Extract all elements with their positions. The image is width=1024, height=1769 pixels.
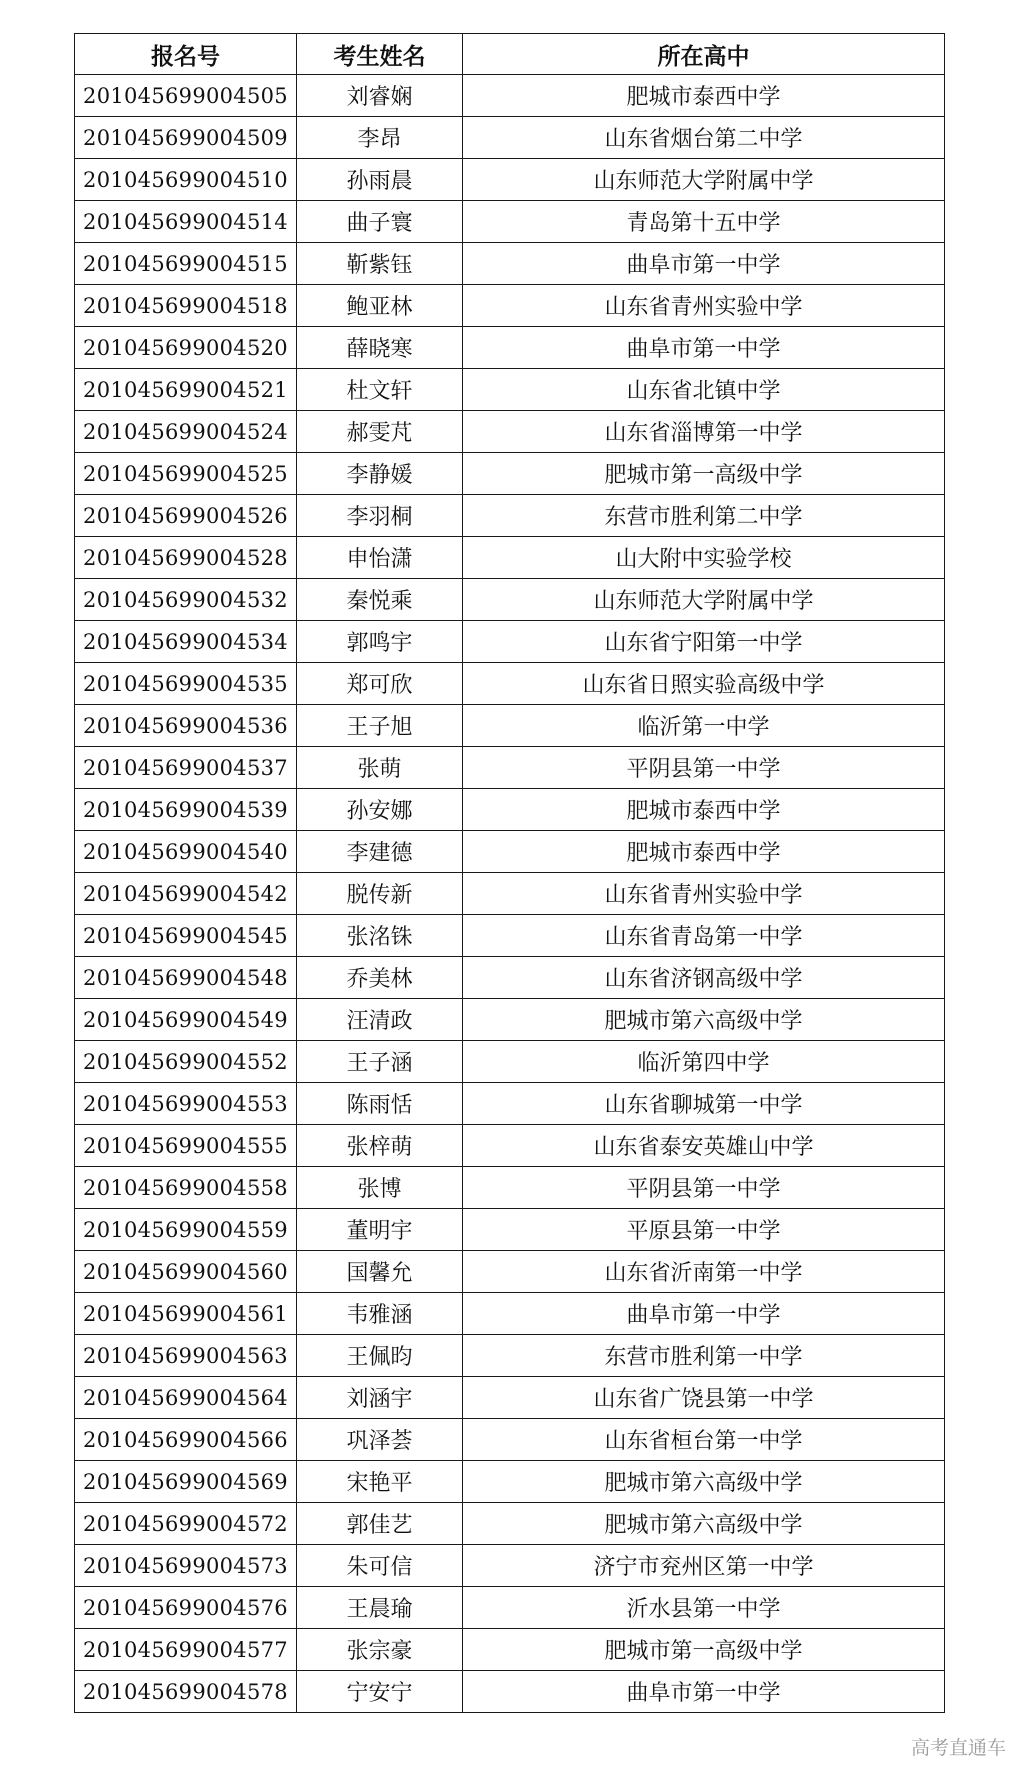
cell-high-school: 肥城市第六高级中学 xyxy=(463,1461,945,1503)
cell-registration-number: 201045699004573 xyxy=(75,1545,297,1587)
cell-candidate-name: 靳紫钰 xyxy=(297,243,463,285)
cell-candidate-name: 张宗豪 xyxy=(297,1629,463,1671)
table-row xyxy=(75,1629,945,1671)
cell-registration-number: 201045699004534 xyxy=(75,621,297,663)
header-row xyxy=(75,34,945,75)
cell-high-school: 山东省泰安英雄山中学 xyxy=(463,1125,945,1167)
cell-high-school: 山东省北镇中学 xyxy=(463,369,945,411)
cell-candidate-name: 王子旭 xyxy=(297,705,463,747)
table-row xyxy=(75,1545,945,1587)
table-header xyxy=(75,34,945,75)
cell-high-school: 曲阜市第一中学 xyxy=(463,243,945,285)
cell-candidate-name: 张洺铢 xyxy=(297,915,463,957)
cell-high-school: 青岛第十五中学 xyxy=(463,201,945,243)
cell-high-school: 肥城市第六高级中学 xyxy=(463,1503,945,1545)
cell-registration-number: 201045699004576 xyxy=(75,1587,297,1629)
cell-high-school: 山东省烟台第二中学 xyxy=(463,117,945,159)
cell-high-school: 山东省青岛第一中学 xyxy=(463,915,945,957)
cell-registration-number: 201045699004552 xyxy=(75,1041,297,1083)
header-candidate-name: 考生姓名 xyxy=(297,34,463,75)
cell-registration-number: 201045699004560 xyxy=(75,1251,297,1293)
cell-registration-number: 201045699004564 xyxy=(75,1377,297,1419)
cell-high-school: 平阴县第一中学 xyxy=(463,747,945,789)
cell-registration-number: 201045699004524 xyxy=(75,411,297,453)
cell-registration-number: 201045699004555 xyxy=(75,1125,297,1167)
table-row xyxy=(75,1209,945,1251)
cell-high-school: 肥城市泰西中学 xyxy=(463,789,945,831)
cell-candidate-name: 郝雯芃 xyxy=(297,411,463,453)
watermark-text: 高考直通车 xyxy=(910,1737,1006,1759)
cell-candidate-name: 曲子寰 xyxy=(297,201,463,243)
cell-high-school: 山东省沂南第一中学 xyxy=(463,1251,945,1293)
cell-registration-number: 201045699004521 xyxy=(75,369,297,411)
table-row xyxy=(75,1251,945,1293)
header-registration-number: 报名号 xyxy=(75,34,297,75)
cell-registration-number: 201045699004528 xyxy=(75,537,297,579)
cell-high-school: 曲阜市第一中学 xyxy=(463,1293,945,1335)
table-row xyxy=(75,915,945,957)
cell-candidate-name: 郑可欣 xyxy=(297,663,463,705)
cell-registration-number: 201045699004514 xyxy=(75,201,297,243)
cell-registration-number: 201045699004515 xyxy=(75,243,297,285)
table-row xyxy=(75,411,945,453)
cell-candidate-name: 李羽桐 xyxy=(297,495,463,537)
cell-high-school: 山东省青州实验中学 xyxy=(463,285,945,327)
cell-registration-number: 201045699004569 xyxy=(75,1461,297,1503)
table-body xyxy=(75,75,945,1713)
header-high-school: 所在高中 xyxy=(463,34,945,75)
cell-registration-number: 201045699004545 xyxy=(75,915,297,957)
cell-registration-number: 201045699004520 xyxy=(75,327,297,369)
cell-high-school: 山东省青州实验中学 xyxy=(463,873,945,915)
table-row xyxy=(75,1587,945,1629)
cell-high-school: 山东省桓台第一中学 xyxy=(463,1419,945,1461)
cell-registration-number: 201045699004518 xyxy=(75,285,297,327)
cell-registration-number: 201045699004577 xyxy=(75,1629,297,1671)
cell-registration-number: 201045699004540 xyxy=(75,831,297,873)
cell-high-school: 肥城市第一高级中学 xyxy=(463,1629,945,1671)
cell-candidate-name: 刘涵宇 xyxy=(297,1377,463,1419)
cell-candidate-name: 王佩昀 xyxy=(297,1335,463,1377)
table-row xyxy=(75,1167,945,1209)
cell-registration-number: 201045699004509 xyxy=(75,117,297,159)
cell-high-school: 东营市胜利第二中学 xyxy=(463,495,945,537)
cell-candidate-name: 韦雅涵 xyxy=(297,1293,463,1335)
cell-high-school: 平原县第一中学 xyxy=(463,1209,945,1251)
cell-high-school: 肥城市泰西中学 xyxy=(463,831,945,873)
table-row xyxy=(75,831,945,873)
cell-registration-number: 201045699004505 xyxy=(75,75,297,117)
cell-candidate-name: 张萌 xyxy=(297,747,463,789)
cell-candidate-name: 董明宇 xyxy=(297,1209,463,1251)
cell-candidate-name: 杜文轩 xyxy=(297,369,463,411)
cell-registration-number: 201045699004572 xyxy=(75,1503,297,1545)
cell-candidate-name: 王子涵 xyxy=(297,1041,463,1083)
cell-high-school: 曲阜市第一中学 xyxy=(463,327,945,369)
cell-high-school: 山东省宁阳第一中学 xyxy=(463,621,945,663)
table-row xyxy=(75,495,945,537)
cell-registration-number: 201045699004532 xyxy=(75,579,297,621)
cell-candidate-name: 宋艳平 xyxy=(297,1461,463,1503)
cell-registration-number: 201045699004537 xyxy=(75,747,297,789)
cell-registration-number: 201045699004566 xyxy=(75,1419,297,1461)
table-row xyxy=(75,789,945,831)
cell-candidate-name: 郭佳艺 xyxy=(297,1503,463,1545)
cell-candidate-name: 宁安宁 xyxy=(297,1671,463,1713)
table-row xyxy=(75,1503,945,1545)
cell-candidate-name: 孙雨晨 xyxy=(297,159,463,201)
cell-registration-number: 201045699004510 xyxy=(75,159,297,201)
table-row xyxy=(75,663,945,705)
cell-registration-number: 201045699004559 xyxy=(75,1209,297,1251)
cell-high-school: 肥城市泰西中学 xyxy=(463,75,945,117)
cell-registration-number: 201045699004563 xyxy=(75,1335,297,1377)
cell-high-school: 山东省聊城第一中学 xyxy=(463,1083,945,1125)
table-row xyxy=(75,747,945,789)
cell-candidate-name: 国馨允 xyxy=(297,1251,463,1293)
cell-candidate-name: 鲍亚林 xyxy=(297,285,463,327)
cell-candidate-name: 郭鸣宇 xyxy=(297,621,463,663)
table-row xyxy=(75,75,945,117)
cell-high-school: 临沂第四中学 xyxy=(463,1041,945,1083)
cell-registration-number: 201045699004578 xyxy=(75,1671,297,1713)
cell-registration-number: 201045699004558 xyxy=(75,1167,297,1209)
cell-high-school: 山东省济钢高级中学 xyxy=(463,957,945,999)
table-row xyxy=(75,1335,945,1377)
table-row xyxy=(75,285,945,327)
cell-registration-number: 201045699004539 xyxy=(75,789,297,831)
table-row xyxy=(75,201,945,243)
cell-candidate-name: 刘睿娴 xyxy=(297,75,463,117)
cell-candidate-name: 王晨瑜 xyxy=(297,1587,463,1629)
cell-high-school: 山东省淄博第一中学 xyxy=(463,411,945,453)
cell-high-school: 平阴县第一中学 xyxy=(463,1167,945,1209)
table-row xyxy=(75,537,945,579)
cell-candidate-name: 汪清政 xyxy=(297,999,463,1041)
cell-candidate-name: 秦悦乘 xyxy=(297,579,463,621)
table-row xyxy=(75,1461,945,1503)
table-row xyxy=(75,159,945,201)
table-row xyxy=(75,1083,945,1125)
cell-registration-number: 201045699004526 xyxy=(75,495,297,537)
cell-candidate-name: 申怡潇 xyxy=(297,537,463,579)
cell-high-school: 山东师范大学附属中学 xyxy=(463,579,945,621)
roster-sheet xyxy=(74,33,944,1713)
cell-high-school: 沂水县第一中学 xyxy=(463,1587,945,1629)
cell-registration-number: 201045699004549 xyxy=(75,999,297,1041)
table-row xyxy=(75,1419,945,1461)
table-row xyxy=(75,579,945,621)
table-row xyxy=(75,1671,945,1713)
table-row xyxy=(75,1125,945,1167)
table-row xyxy=(75,327,945,369)
cell-candidate-name: 孙安娜 xyxy=(297,789,463,831)
cell-high-school: 东营市胜利第一中学 xyxy=(463,1335,945,1377)
cell-high-school: 肥城市第一高级中学 xyxy=(463,453,945,495)
cell-high-school: 山东省日照实验高级中学 xyxy=(463,663,945,705)
cell-candidate-name: 陈雨恬 xyxy=(297,1083,463,1125)
table-row xyxy=(75,999,945,1041)
table-row xyxy=(75,369,945,411)
table-row xyxy=(75,243,945,285)
cell-candidate-name: 李建德 xyxy=(297,831,463,873)
cell-high-school: 肥城市第六高级中学 xyxy=(463,999,945,1041)
table-row xyxy=(75,1041,945,1083)
table-row xyxy=(75,621,945,663)
cell-high-school: 曲阜市第一中学 xyxy=(463,1671,945,1713)
table-row xyxy=(75,1293,945,1335)
cell-candidate-name: 李静媛 xyxy=(297,453,463,495)
cell-candidate-name: 乔美林 xyxy=(297,957,463,999)
table-row xyxy=(75,705,945,747)
admission-roster-table xyxy=(74,33,945,1713)
cell-registration-number: 201045699004542 xyxy=(75,873,297,915)
cell-high-school: 山东省广饶县第一中学 xyxy=(463,1377,945,1419)
table-row xyxy=(75,1377,945,1419)
table-row xyxy=(75,453,945,495)
cell-high-school: 山大附中实验学校 xyxy=(463,537,945,579)
cell-high-school: 山东师范大学附属中学 xyxy=(463,159,945,201)
cell-candidate-name: 张博 xyxy=(297,1167,463,1209)
cell-registration-number: 201045699004548 xyxy=(75,957,297,999)
table-row xyxy=(75,873,945,915)
cell-registration-number: 201045699004561 xyxy=(75,1293,297,1335)
cell-candidate-name: 薛晓寒 xyxy=(297,327,463,369)
cell-registration-number: 201045699004535 xyxy=(75,663,297,705)
cell-high-school: 临沂第一中学 xyxy=(463,705,945,747)
cell-registration-number: 201045699004553 xyxy=(75,1083,297,1125)
cell-candidate-name: 朱可信 xyxy=(297,1545,463,1587)
cell-candidate-name: 李昂 xyxy=(297,117,463,159)
cell-registration-number: 201045699004525 xyxy=(75,453,297,495)
table-row xyxy=(75,957,945,999)
cell-candidate-name: 脱传新 xyxy=(297,873,463,915)
cell-candidate-name: 张梓萌 xyxy=(297,1125,463,1167)
cell-high-school: 济宁市兖州区第一中学 xyxy=(463,1545,945,1587)
cell-candidate-name: 巩泽荟 xyxy=(297,1419,463,1461)
table-row xyxy=(75,117,945,159)
cell-registration-number: 201045699004536 xyxy=(75,705,297,747)
